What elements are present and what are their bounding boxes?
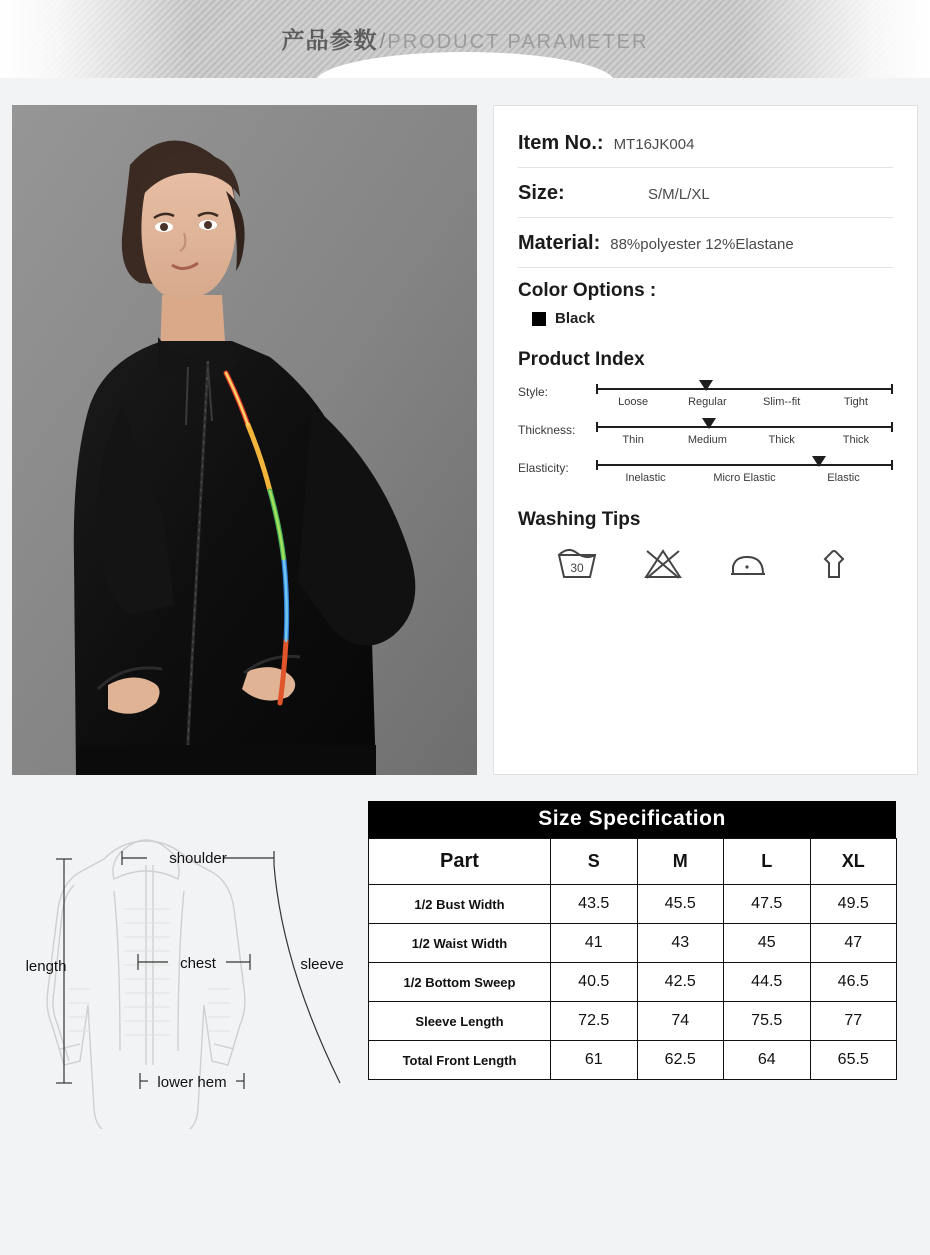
table-cell-m: 74 bbox=[637, 1002, 724, 1041]
table-header-part: Part bbox=[369, 839, 551, 885]
index-tick-style-3: Tight bbox=[843, 396, 868, 408]
table-cell-l: 45 bbox=[724, 924, 811, 963]
index-ticks-elasticity bbox=[596, 472, 893, 484]
table-row bbox=[369, 885, 897, 924]
index-tick-thickness-1: Medium bbox=[687, 434, 727, 446]
measurement-section bbox=[0, 793, 930, 1255]
iron-low-heat-icon bbox=[725, 543, 771, 583]
table-header-s: S bbox=[551, 839, 638, 885]
washing-tips-label: Washing Tips bbox=[518, 509, 641, 530]
index-tick-elasticity-1: Micro Elastic bbox=[713, 472, 776, 484]
product-photo-illustration bbox=[12, 105, 477, 775]
color-name-black: Black bbox=[555, 310, 596, 327]
item-no-value: MT16JK004 bbox=[613, 136, 695, 153]
product-index-block bbox=[518, 337, 893, 499]
table-row bbox=[369, 1002, 897, 1041]
svg-text:30: 30 bbox=[570, 561, 584, 575]
color-options-label: Color Options : bbox=[518, 280, 657, 301]
hang-dry-icon bbox=[811, 543, 857, 583]
washing-tips-block bbox=[518, 499, 893, 583]
spec-row-item-no bbox=[518, 124, 893, 168]
product-index-label: Product Index bbox=[518, 349, 645, 370]
table-cell-s: 61 bbox=[551, 1041, 638, 1080]
table-cell-xl: 49.5 bbox=[810, 885, 897, 924]
index-tick-thickness-3: Thick bbox=[842, 434, 870, 446]
table-row bbox=[369, 1041, 897, 1080]
spec-row-size bbox=[518, 168, 893, 218]
sketch-label-length: length bbox=[25, 958, 67, 975]
index-track-style[interactable] bbox=[596, 379, 893, 408]
table-cell-part: 1/2 Waist Width bbox=[369, 924, 551, 963]
index-tick-style-2: Slim--fit bbox=[762, 396, 801, 408]
sketch-label-chest: chest bbox=[180, 955, 216, 972]
table-row bbox=[369, 924, 897, 963]
table-cell-l: 44.5 bbox=[724, 963, 811, 1002]
banner-notch bbox=[315, 52, 615, 78]
index-tick-style-0: Loose bbox=[618, 396, 649, 408]
index-tick-elasticity-2: Elastic bbox=[827, 472, 860, 484]
table-cell-s: 40.5 bbox=[551, 963, 638, 1002]
table-cell-l: 64 bbox=[724, 1041, 811, 1080]
page-title-cn: 产品参数 bbox=[281, 27, 378, 53]
index-marker-thickness bbox=[702, 418, 716, 429]
product-spec-card bbox=[493, 105, 918, 775]
table-cell-xl: 65.5 bbox=[810, 1041, 897, 1080]
washing-icons-row bbox=[518, 537, 893, 583]
index-track-elasticity[interactable] bbox=[596, 455, 893, 484]
page-title-separator: / bbox=[379, 30, 386, 53]
do-not-bleach-icon bbox=[640, 543, 686, 583]
sketch-label-sleeve: sleeve bbox=[300, 956, 344, 973]
page-title-en: PRODUCT PARAMETER bbox=[387, 31, 649, 53]
table-cell-l: 75.5 bbox=[724, 1002, 811, 1041]
item-no-label: Item No.: bbox=[518, 132, 604, 154]
sketch-label-lower-hem: lower hem bbox=[157, 1074, 227, 1091]
index-marker-elasticity bbox=[812, 456, 826, 467]
color-swatch-black bbox=[532, 312, 546, 326]
table-cell-part: Sleeve Length bbox=[369, 1002, 551, 1041]
index-label-thickness: Thickness: bbox=[518, 423, 576, 437]
table-header-m: M bbox=[637, 839, 724, 885]
table-cell-m: 45.5 bbox=[637, 885, 724, 924]
index-tick-style-1: Regular bbox=[688, 396, 727, 408]
index-track-line-elasticity bbox=[596, 464, 893, 466]
spec-row-material bbox=[518, 218, 893, 268]
table-header-xl: XL bbox=[810, 839, 897, 885]
garment-measurement-sketch bbox=[12, 799, 357, 1129]
page-title bbox=[0, 22, 930, 55]
index-tick-thickness-0: Thin bbox=[622, 434, 644, 446]
table-header-l: L bbox=[724, 839, 811, 885]
color-options-block bbox=[518, 268, 893, 337]
index-tick-thickness-2: Thick bbox=[768, 434, 795, 446]
table-cell-part: 1/2 Bottom Sweep bbox=[369, 963, 551, 1002]
sketch-label-shoulder: shoulder bbox=[169, 850, 227, 867]
table-cell-m: 43 bbox=[637, 924, 724, 963]
table-cell-s: 43.5 bbox=[551, 885, 638, 924]
table-cell-l: 47.5 bbox=[724, 885, 811, 924]
index-label-style: Style: bbox=[518, 385, 549, 399]
index-row-style bbox=[518, 379, 893, 408]
wash-30-degrees-icon bbox=[554, 543, 600, 583]
index-track-line-style bbox=[596, 388, 893, 390]
size-specification-title: Size Specification bbox=[368, 801, 896, 838]
size-specification-table bbox=[368, 838, 897, 1080]
page-header-banner bbox=[0, 0, 930, 78]
table-cell-xl: 77 bbox=[810, 1002, 897, 1041]
index-ticks-style bbox=[596, 396, 893, 408]
table-cell-m: 42.5 bbox=[637, 963, 724, 1002]
table-cell-m: 62.5 bbox=[637, 1041, 724, 1080]
product-photo bbox=[12, 105, 477, 775]
table-cell-part: Total Front Length bbox=[369, 1041, 551, 1080]
product-overview-section bbox=[0, 78, 930, 793]
index-label-elasticity: Elasticity: bbox=[518, 461, 569, 475]
material-label: Material: bbox=[518, 232, 601, 254]
index-row-thickness bbox=[518, 417, 893, 446]
table-row bbox=[369, 963, 897, 1002]
size-label: Size: bbox=[518, 182, 565, 204]
index-marker-style bbox=[699, 380, 713, 391]
index-track-line-thickness bbox=[596, 426, 893, 428]
size-specification-table-wrapper bbox=[368, 801, 896, 1080]
product-index-rows bbox=[518, 379, 893, 484]
index-ticks-thickness bbox=[596, 434, 893, 446]
index-row-elasticity bbox=[518, 455, 893, 484]
table-cell-s: 72.5 bbox=[551, 1002, 638, 1041]
table-cell-s: 41 bbox=[551, 924, 638, 963]
material-value: 88%polyester 12%Elastane bbox=[610, 236, 794, 253]
table-header-row bbox=[369, 839, 897, 885]
color-option-black[interactable] bbox=[532, 310, 893, 327]
index-track-thickness[interactable] bbox=[596, 417, 893, 446]
size-value: S/M/L/XL bbox=[648, 186, 710, 203]
table-cell-part: 1/2 Bust Width bbox=[369, 885, 551, 924]
garment-sketch-illustration bbox=[12, 799, 357, 1129]
table-cell-xl: 46.5 bbox=[810, 963, 897, 1002]
table-cell-xl: 47 bbox=[810, 924, 897, 963]
index-tick-elasticity-0: Inelastic bbox=[625, 472, 666, 484]
